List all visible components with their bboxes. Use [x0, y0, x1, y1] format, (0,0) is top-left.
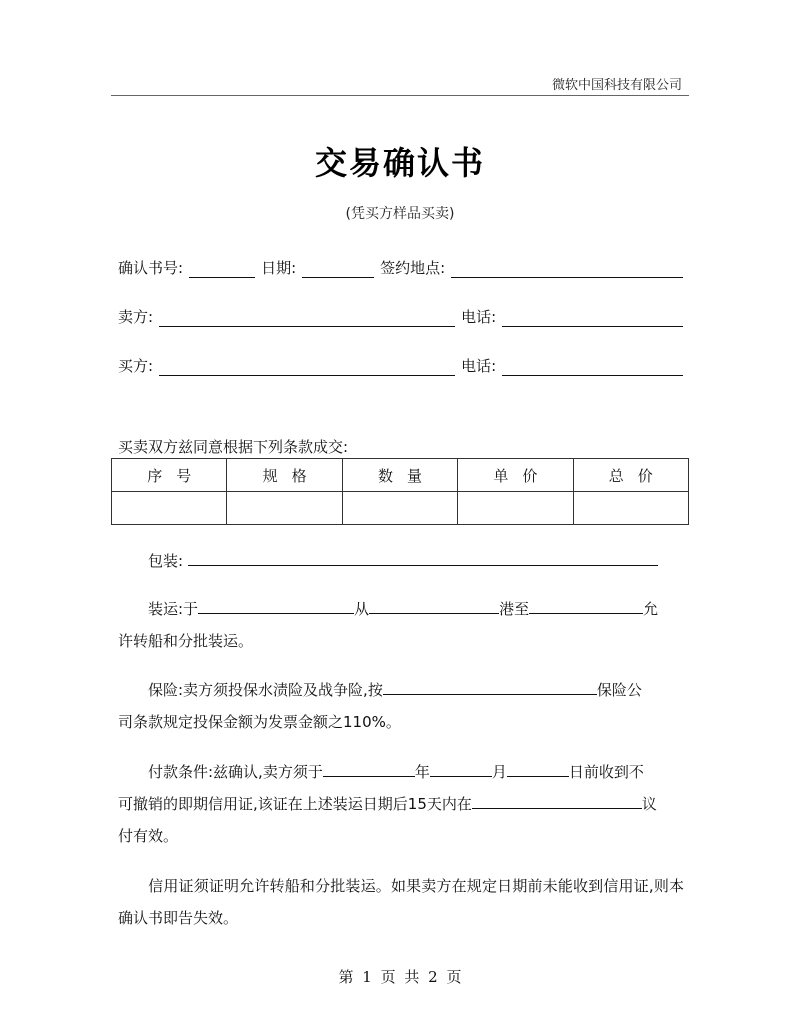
- confirmation-no-label: 确认书号:: [118, 259, 184, 277]
- goods-table: [111, 458, 689, 525]
- goods-table-header-row: [112, 459, 689, 492]
- shipping-rest-text: 许转船和分批装运。: [118, 632, 254, 650]
- document-subtitle: (凭买方样品买卖): [345, 206, 455, 222]
- shipping-allow-text: 允: [643, 600, 659, 618]
- shipping-label: 装运:于: [148, 600, 199, 618]
- column-header-total-price: 总价: [573, 459, 688, 492]
- column-header-number: 序号: [112, 459, 227, 492]
- payment-place-field[interactable]: [472, 792, 642, 809]
- buyer-label: 买方:: [118, 357, 154, 375]
- seller-field[interactable]: [159, 308, 455, 327]
- insurance-clause: [118, 674, 684, 738]
- seller-phone-field[interactable]: [502, 308, 683, 327]
- page-number: 第 1 页 共 2 页: [338, 968, 462, 986]
- table-row: [112, 492, 689, 525]
- insurance-text-1: 保险:卖方须投保水渍险及战争险,按: [148, 681, 383, 699]
- header-company-name: 微软中国科技有限公司: [551, 78, 682, 93]
- insurance-text-2: 保险公: [596, 681, 642, 699]
- shipping-clause: [118, 593, 684, 657]
- sign-place-field[interactable]: [451, 259, 683, 278]
- buyer-field[interactable]: [159, 357, 455, 376]
- table-cell[interactable]: [227, 492, 342, 525]
- column-header-quantity: 数量: [342, 459, 457, 492]
- shipping-destination-field[interactable]: [529, 597, 643, 614]
- payment-text-4: 议: [641, 795, 657, 813]
- payment-day-field[interactable]: [507, 760, 569, 777]
- header-divider: [111, 95, 689, 96]
- table-cell[interactable]: [342, 492, 457, 525]
- shipping-port-to-label: 港至: [499, 600, 530, 618]
- packing-clause: [118, 545, 684, 577]
- shipping-from-label: 从: [354, 600, 370, 618]
- payment-text-5: 付有效。: [118, 827, 179, 845]
- packing-label: 包装:: [148, 552, 184, 570]
- payment-text-3: 可撤销的即期信用证,该证在上述装运日期后15天内在: [118, 795, 472, 813]
- payment-clause: [118, 756, 684, 852]
- document-title: 交易确认书: [314, 144, 485, 182]
- letter-of-credit-clause: [118, 870, 684, 934]
- date-field[interactable]: [302, 259, 374, 278]
- agreement-intro: 买卖双方兹同意根据下列条款成交:: [118, 438, 349, 456]
- confirmation-info-row: [118, 256, 683, 278]
- payment-year-label: 年: [414, 763, 430, 781]
- column-header-spec: 规格: [227, 459, 342, 492]
- table-cell[interactable]: [573, 492, 688, 525]
- table-cell[interactable]: [112, 492, 227, 525]
- packing-field[interactable]: [188, 549, 658, 566]
- buyer-phone-field[interactable]: [502, 357, 683, 376]
- insurance-text-3: 司条款规定投保金额为发票金额之110%。: [118, 713, 401, 731]
- buyer-phone-label: 电话:: [461, 357, 497, 375]
- shipping-from-port-field[interactable]: [369, 597, 499, 614]
- shipping-date-field[interactable]: [198, 597, 354, 614]
- payment-text-1: 付款条件:兹确认,卖方须于: [148, 763, 323, 781]
- seller-label: 卖方:: [118, 308, 154, 326]
- date-label: 日期:: [261, 259, 297, 277]
- payment-year-field[interactable]: [323, 760, 415, 777]
- column-header-unit-price: 单价: [458, 459, 573, 492]
- payment-month-field[interactable]: [430, 760, 492, 777]
- sign-place-label: 签约地点:: [380, 259, 446, 277]
- payment-text-2: 日前收到不: [568, 763, 644, 781]
- confirmation-no-field[interactable]: [189, 259, 255, 278]
- insurance-company-field[interactable]: [383, 678, 597, 695]
- lc-text: 信用证须证明允许转船和分批装运。如果卖方在规定日期前未能收到信用证,则本确认书即告失效。: [118, 877, 684, 927]
- buyer-row: [118, 354, 683, 376]
- seller-row: [118, 305, 683, 327]
- table-cell[interactable]: [458, 492, 573, 525]
- payment-month-label: 月: [491, 763, 507, 781]
- seller-phone-label: 电话:: [461, 308, 497, 326]
